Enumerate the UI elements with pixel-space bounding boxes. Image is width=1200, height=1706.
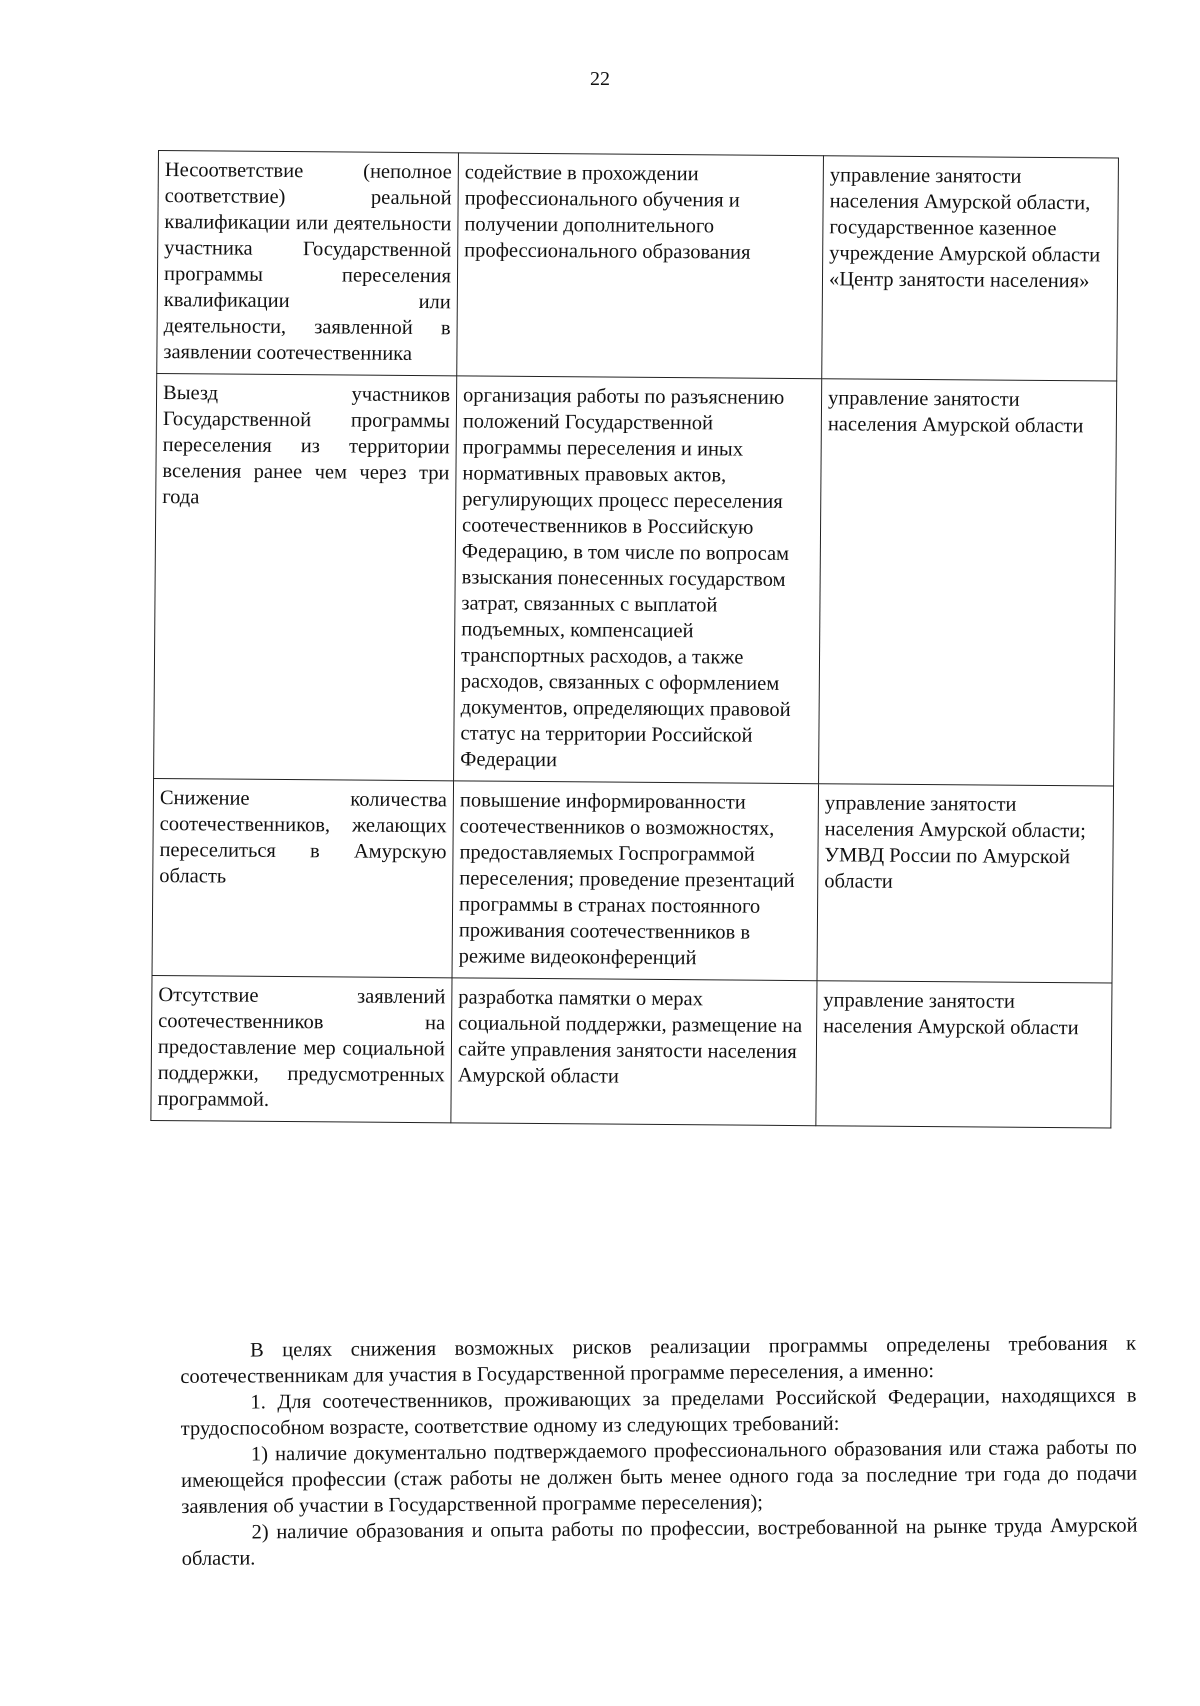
measure-cell: повышение информированности соотечественников о возможностях, предоставляемых Госпрограммой переселения; проведение презентаций программы в странах постоянного проживания соотечественников в режиме видеоконференций (452, 781, 819, 981)
table-row (157, 151, 1119, 382)
paragraph: В целях снижения возможных рисков реализации программы определены требования к соотечественникам для участия в Государственной программе переселения, а именно: (180, 1332, 1137, 1388)
table-row (151, 975, 1112, 1128)
responsible-cell: управление занятости населения Амурской области; УМВД России по Амурской области (817, 784, 1114, 983)
risk-cell: Отсутствие заявлений соотечественников на предоставление мер социальной поддержки, предусмотренных программой. (151, 975, 452, 1122)
table-row (152, 778, 1114, 983)
page-number: 22 (590, 68, 610, 90)
paragraph: 2) наличие образования и опыта работы по профессии, востребованной на рынке труда Амурской области. (181, 1514, 1138, 1570)
responsible-cell: управление занятости населения Амурской области (816, 981, 1112, 1128)
risk-cell: Выезд участников Государственной программы переселения из территории вселения ранее чем через три года (154, 373, 457, 780)
risk-cell: Снижение количества соотечественников, желающих переселиться в Амурскую область (152, 778, 454, 977)
risk-cell: Несоответствие (неполное соответствие) реальной квалификации или деятельности участника Государственной программы переселения квалификации или деятельности, заявленной в заявлении соотечественника (157, 151, 459, 376)
measure-cell: содействие в прохождении профессионального обучения и получении дополнительного профессионального образования (457, 153, 824, 379)
responsible-cell: управление занятости населения Амурской области, государственное казенное учреждение Амурской области «Центр занятости населения» (822, 156, 1119, 381)
responsible-cell: управление занятости населения Амурской области (819, 379, 1117, 786)
measure-cell: разработка памятки о мерах социальной поддержки, размещение на сайте управления занятости населения Амурской области (451, 978, 817, 1126)
requirements-text (180, 1330, 1138, 1572)
risk-measures-table (150, 150, 1119, 1129)
paragraph: 1. Для соотечественников, проживающих за пределами Российской Федерации, находящихся в трудоспособном возрасте, соответствие одному из следующих требований: (180, 1384, 1137, 1440)
table-row (154, 373, 1117, 786)
measure-cell: организация работы по разъяснению положений Государственной программы переселения и иных нормативных правовых актов, регулирующих процесс переселения соотечественников в Российскую Федерацию, в том числе по вопросам взыскания понесенных государством затрат, связанных с выплатой подъемных, компенсацией транспортных расходов, а также расходов, связанных с оформлением документов, определяющих правовой статус на территории Российской Федерации (454, 376, 822, 784)
paragraph: 1) наличие документально подтверждаемого профессионального образования или стажа работы по имеющейся профессии (стаж работы не должен быть менее одного года за последние три года до подачи заявления об участии в Государственной программе переселения); (181, 1436, 1138, 1518)
